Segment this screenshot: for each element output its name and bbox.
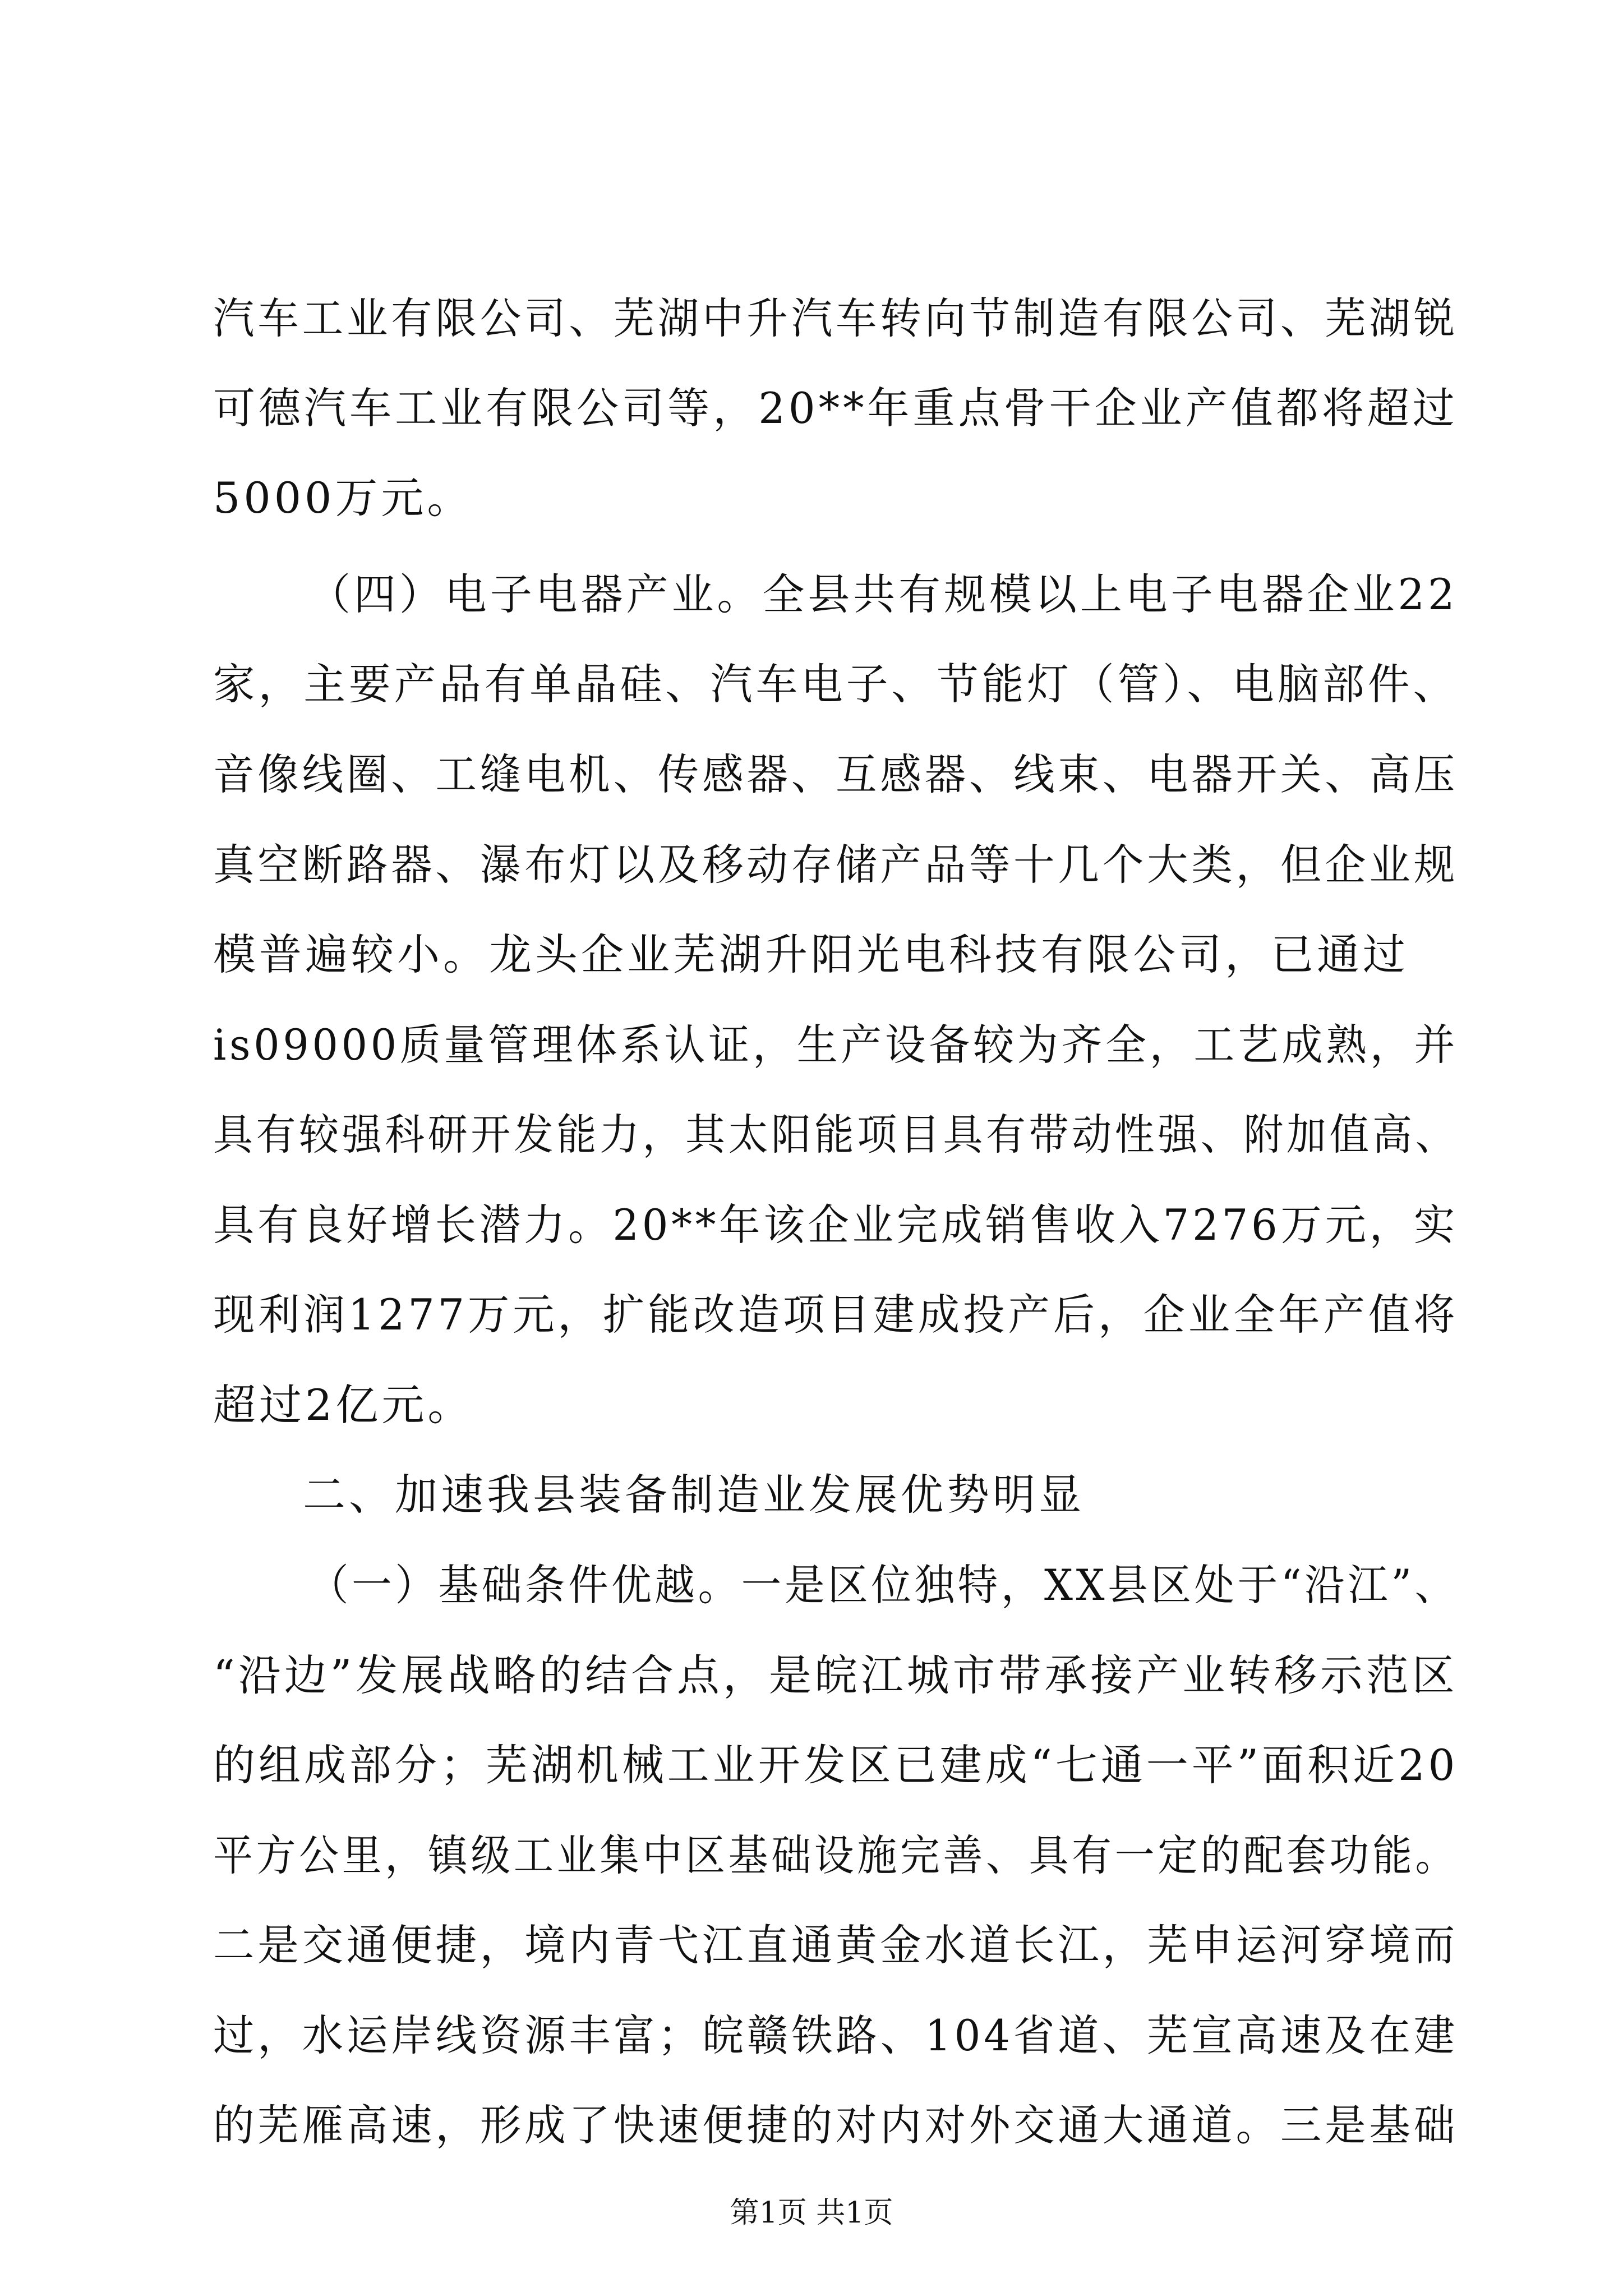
text-line: is09000质量管理体系认证，生产设备较为齐全，工艺成熟，并	[213, 1020, 1459, 1070]
text-line: 具有良好增长潜力。20**年该企业完成销售收入7276万元，实	[213, 1200, 1459, 1250]
section-heading: 二、加速我县装备制造业发展优势明显	[303, 1470, 1085, 1520]
text-line: 的芜雁高速，形成了快速便捷的对内对外交通大通道。三是基础	[213, 2100, 1459, 2150]
text-line: 过，水运岸线资源丰富；皖赣铁路、104省道、芜宣高速及在建	[213, 2010, 1459, 2060]
text-line: （四）电子电器产业。全县共有规模以上电子电器企业22	[308, 569, 1458, 619]
text-line: 超过2亿元。	[213, 1380, 474, 1430]
text-line: 具有较强科研开发能力，其太阳能项目具有带动性强、附加值高、	[213, 1110, 1459, 1159]
text-line: “沿边”发展战略的结合点，是皖江城市带承接产业转移示范区	[213, 1650, 1458, 1700]
text-line: 的组成部分；芜湖机械工业开发区已建成“七通一平”面积近20	[213, 1740, 1459, 1790]
text-line: 模普遍较小。龙头企业芜湖升阳光电科技有限公司，已通过	[213, 930, 1409, 979]
text-line: 可德汽车工业有限公司等，20**年重点骨干企业产值都将超过	[213, 383, 1458, 433]
text-line: 平方公里，镇级工业集中区基础设施完善、具有一定的配套功能。	[213, 1830, 1459, 1880]
text-line: 音像线圈、工缝电机、传感器、互感器、线束、电器开关、高压	[213, 749, 1459, 799]
text-line: 5000万元。	[213, 473, 473, 523]
text-line: 汽车工业有限公司、芜湖中升汽车转向节制造有限公司、芜湖锐	[213, 293, 1459, 343]
text-line: 家，主要产品有单晶硅、汽车电子、节能灯（管）、电脑部件、	[213, 659, 1459, 709]
page-footer: 第1页 共1页	[730, 2196, 893, 2230]
text-line: 二是交通便捷，境内青弋江直通黄金水道长江，芜申运河穿境而	[213, 1920, 1459, 1970]
text-line: （一）基础条件优越。一是区位独特，XX县区处于“沿江”、	[308, 1560, 1458, 1610]
text-line: 真空断路器、瀑布灯以及移动存储产品等十几个大类，但企业规	[213, 840, 1459, 890]
text-line: 现利润1277万元，扩能改造项目建成投产后，企业全年产值将	[213, 1290, 1459, 1340]
